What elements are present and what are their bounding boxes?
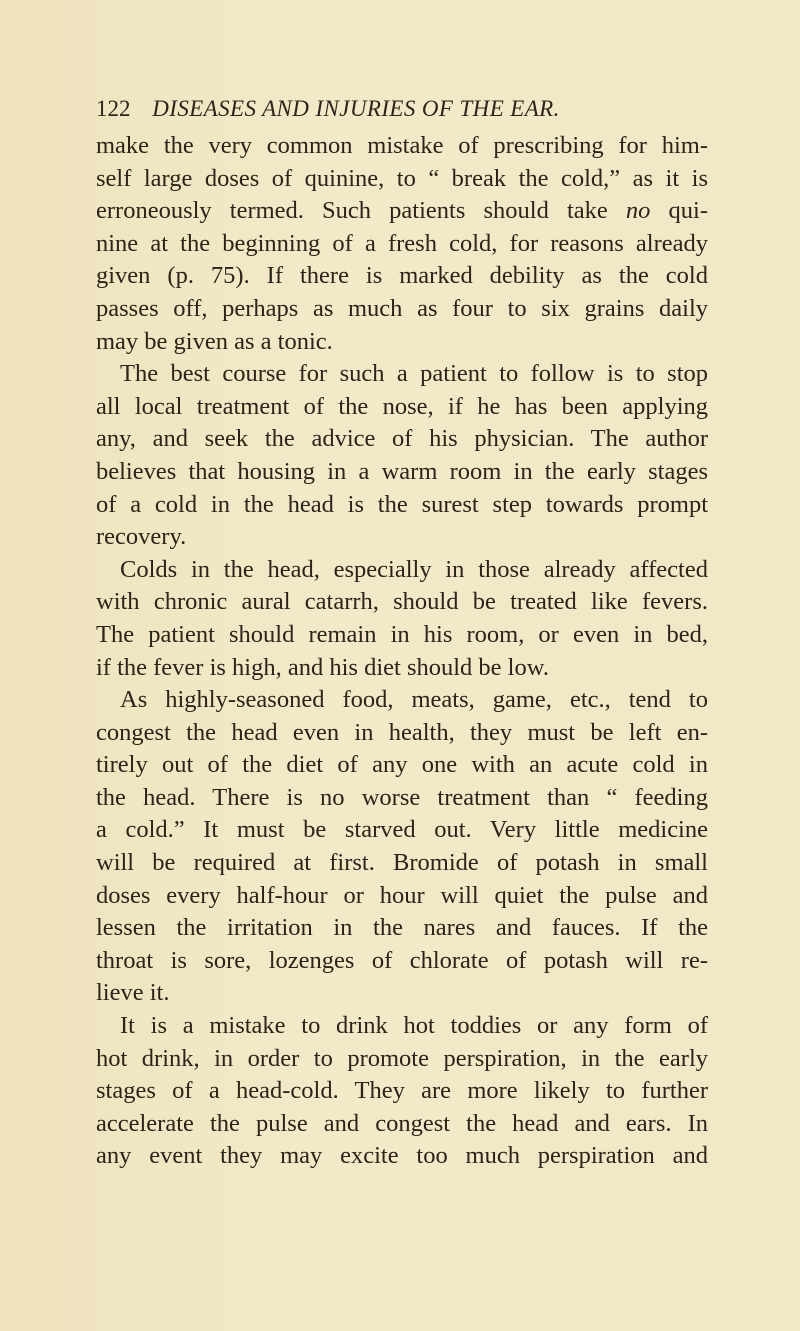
line-text: nine at the beginning of a fresh cold, for reasons already xyxy=(96,229,708,257)
line-text: It is a mistake to drink hot toddies or any form of xyxy=(120,1012,708,1040)
text-line xyxy=(96,489,708,522)
line-text: throat is sore, lozenges of chlorate of potash will re- xyxy=(96,946,708,974)
line-text: any, and seek the advice of his physician. The author xyxy=(96,425,708,453)
text-line xyxy=(96,260,708,293)
text-line xyxy=(96,977,708,1010)
line-text: believes that housing in a warm room in the early stages xyxy=(96,457,708,485)
text-line xyxy=(96,391,708,424)
text-line xyxy=(96,326,708,359)
text-line xyxy=(96,456,708,489)
text-line xyxy=(96,945,708,978)
body-text xyxy=(96,130,708,1173)
text-line xyxy=(96,423,708,456)
line-text: passes off, perhaps as much as four to six grains daily xyxy=(96,294,708,322)
text-line xyxy=(96,554,708,587)
text-line xyxy=(96,293,708,326)
text-line xyxy=(96,652,708,685)
line-text: may be given as a tonic. xyxy=(96,327,333,355)
text-line xyxy=(96,195,708,228)
line-text: lessen the irritation in the nares and fauces. If the xyxy=(96,914,708,942)
text-line xyxy=(96,717,708,750)
text-line xyxy=(96,130,708,163)
page-number: 122 xyxy=(96,96,131,121)
text-line xyxy=(96,1108,708,1141)
line-text: the head. There is no worse treatment than “ feeding xyxy=(96,783,708,811)
line-text: The patient should remain in his room, or even in bed, xyxy=(96,620,708,648)
line-text: given (p. 75). If there is marked debility as the cold xyxy=(96,262,708,290)
text-line xyxy=(96,228,708,261)
line-text: with chronic aural catarrh, should be treated like fevers. xyxy=(96,588,708,616)
line-text: tirely out of the diet of any one with an acute cold in xyxy=(96,751,708,779)
line-text: accelerate the pulse and congest the head and ears. In xyxy=(96,1109,708,1137)
text-line xyxy=(96,684,708,717)
text-line xyxy=(96,814,708,847)
line-text: will be required at first. Bromide of potash in small xyxy=(96,849,708,877)
line-text: any event they may excite too much perspiration and xyxy=(96,1142,708,1170)
line-text: if the fever is high, and his diet should be low. xyxy=(96,653,549,681)
line-text: stages of a head-cold. They are more likely to further xyxy=(96,1077,708,1105)
text-line xyxy=(96,1010,708,1043)
text-line xyxy=(96,912,708,945)
line-text: congest the head even in health, they must be left en- xyxy=(96,718,708,746)
text-line xyxy=(96,163,708,196)
running-title: DISEASES AND INJURIES OF THE EAR. xyxy=(152,96,560,121)
line-text: Colds in the head, especially in those already affected xyxy=(120,555,708,583)
text-line xyxy=(96,880,708,913)
text-line xyxy=(96,586,708,619)
line-text-continued: qui- xyxy=(668,197,708,225)
line-text: make the very common mistake of prescribing for him- xyxy=(96,132,708,159)
text-line xyxy=(96,1140,708,1173)
line-text: of a cold in the head is the surest step towards prompt xyxy=(96,490,708,518)
text-line xyxy=(96,749,708,782)
line-text: all local treatment of the nose, if he has been applying xyxy=(96,392,708,420)
line-text: self large doses of quinine, to “ break the cold,” as it is xyxy=(96,164,708,192)
text-line xyxy=(96,1043,708,1076)
text-line xyxy=(96,847,708,880)
text-line xyxy=(96,619,708,652)
line-text: The best course for such a patient to follow is to stop xyxy=(120,360,708,388)
text-line xyxy=(96,358,708,391)
line-text: a cold.” It must be starved out. Very little medicine xyxy=(96,816,708,844)
line-text: recovery. xyxy=(96,523,187,551)
line-text: hot drink, in order to promote perspiration, in the early xyxy=(96,1044,708,1072)
text-line xyxy=(96,521,708,554)
text-line xyxy=(96,1075,708,1108)
text-line xyxy=(96,782,708,815)
line-text: doses every half-hour or hour will quiet the pulse and xyxy=(96,881,708,909)
line-text: lieve it. xyxy=(96,979,170,1007)
line-text: erroneously termed. Such patients should take xyxy=(96,197,608,225)
emphasized-word: no xyxy=(625,197,651,225)
line-text: As highly-seasoned food, meats, game, etc., tend to xyxy=(120,686,708,714)
running-header xyxy=(96,92,716,126)
